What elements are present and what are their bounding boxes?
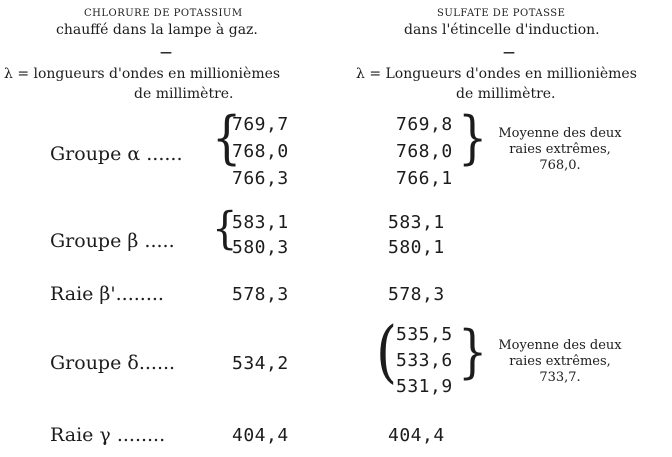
- right-paren-delta: (: [376, 311, 398, 391]
- left-lambda-definition: λ = longueurs d'ondes en millionièmes: [4, 66, 281, 82]
- right-lambda-definition: λ = Longueurs d'ondes en millionièmes: [356, 66, 637, 82]
- right-brace-delta: }: [458, 317, 488, 385]
- right-brace-alpha: }: [458, 103, 488, 171]
- value-left-beta-prime: 578,3: [232, 284, 289, 305]
- value-right-alpha-3: 766,1: [396, 168, 453, 189]
- value-left-alpha-3: 766,3: [232, 168, 289, 189]
- right-column-subtitle: dans l'étincelle d'induction.: [404, 22, 600, 38]
- right-lambda-unit: de millimètre.: [456, 86, 556, 102]
- row-label-alpha: Groupe α ......: [50, 143, 183, 165]
- value-right-delta-1: 535,5: [396, 324, 453, 345]
- row-label-gamma: Raie γ ........: [50, 424, 166, 446]
- left-brace-beta: {: [212, 203, 238, 255]
- right-column-title: SULFATE DE POTASSE: [437, 8, 566, 19]
- value-right-beta-prime: 578,3: [388, 284, 445, 305]
- value-right-delta-3: 531,9: [396, 376, 453, 397]
- value-right-delta-2: 533,6: [396, 350, 453, 371]
- value-left-alpha-2: 768,0: [232, 141, 289, 162]
- value-left-alpha-1: 769,7: [232, 114, 289, 135]
- row-label-beta-prime: Raie β'........: [50, 283, 164, 305]
- note-alpha: Moyenne des deux raies extrêmes, 768,0.: [498, 126, 622, 173]
- value-right-gamma: 404,4: [388, 425, 445, 446]
- row-label-delta: Groupe δ......: [50, 352, 176, 374]
- value-left-beta-2: 580,3: [232, 237, 289, 258]
- row-label-beta: Groupe β .....: [50, 230, 175, 252]
- value-left-beta-1: 583,1: [232, 212, 289, 233]
- value-right-alpha-1: 769,8: [396, 114, 453, 135]
- left-column-title: CHLORURE DE POTASSIUM: [84, 8, 243, 19]
- note-delta: Moyenne des deux raies extrêmes, 733,7.: [498, 338, 622, 385]
- right-dash: —: [503, 45, 515, 59]
- left-column-subtitle: chauffé dans la lampe à gaz.: [56, 22, 258, 38]
- left-lambda-unit: de millimètre.: [134, 86, 234, 102]
- left-brace-alpha: {: [212, 103, 242, 171]
- value-right-beta-2: 580,1: [388, 237, 445, 258]
- value-right-alpha-2: 768,0: [396, 141, 453, 162]
- value-right-beta-1: 583,1: [388, 212, 445, 233]
- left-dash: —: [160, 45, 172, 59]
- value-left-delta: 534,2: [232, 353, 289, 374]
- value-left-gamma: 404,4: [232, 425, 289, 446]
